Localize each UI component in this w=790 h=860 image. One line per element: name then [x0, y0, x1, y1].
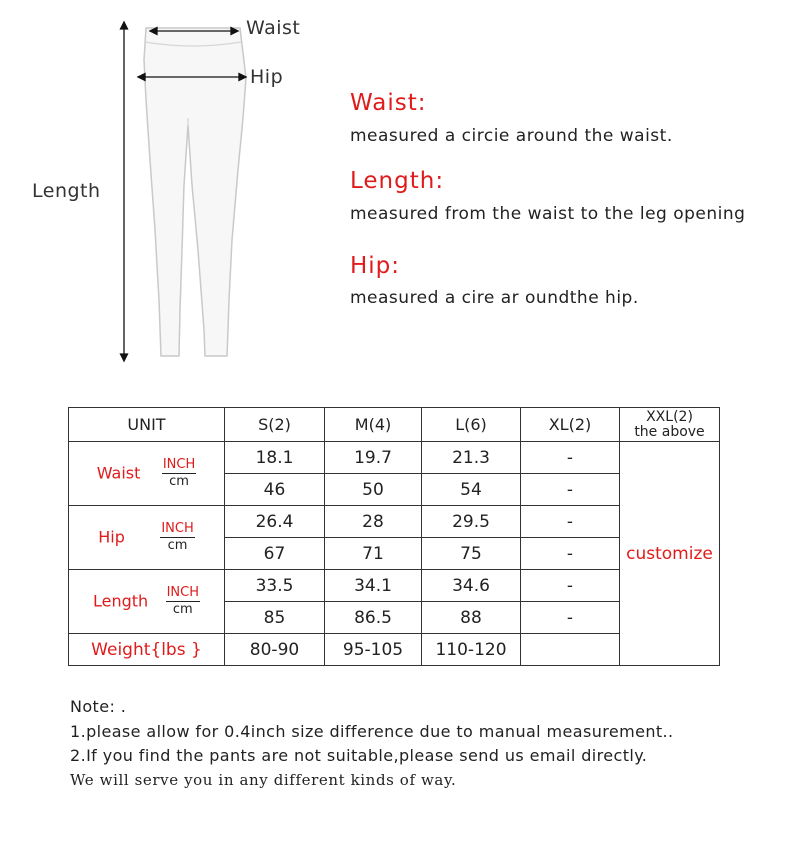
table-cell: 88 — [422, 602, 521, 634]
table-cell: 33.5 — [225, 570, 325, 602]
table-cell: 67 — [225, 538, 325, 570]
header-xxl-line1: XXL(2) — [646, 408, 693, 425]
definition-length-text: measured from the waist to the leg opening — [350, 204, 746, 224]
table-header-row — [69, 408, 720, 442]
table-cell: - — [521, 570, 620, 602]
waist-label: Waist — [96, 463, 141, 483]
table-cell: 19.7 — [325, 442, 422, 474]
header-size-xxl — [620, 408, 720, 442]
unit-indicator — [162, 457, 196, 490]
unit-indicator — [166, 585, 200, 618]
table-cell: 34.6 — [422, 570, 521, 602]
table-cell — [521, 634, 620, 666]
definition-length-term: Length: — [350, 168, 445, 194]
table-cell: 46 — [225, 474, 325, 506]
table-cell: 86.5 — [325, 602, 422, 634]
table-cell: 28 — [325, 506, 422, 538]
table-cell: 50 — [325, 474, 422, 506]
note-line-2: 2.If you find the pants are not suitable,please send us email directly. — [70, 746, 648, 765]
unit-inch: INCH — [161, 521, 194, 536]
definition-hip-text: measured a cire ar oundthe hip. — [350, 288, 639, 308]
unit-cm: cm — [169, 474, 189, 489]
weight-label: Weight{lbs } — [69, 634, 225, 666]
size-chart-table — [68, 407, 720, 666]
header-size-l: L(6) — [422, 408, 521, 442]
note-title: Note: . — [70, 697, 127, 716]
figure-label-length: Length — [32, 180, 101, 202]
note-line-1: 1.please allow for 0.4inch size difference due to manual measurement.. — [70, 722, 674, 741]
length-arrow — [121, 22, 128, 361]
hip-label: Hip — [98, 527, 125, 547]
length-label: Length — [92, 591, 149, 611]
unit-inch: INCH — [166, 585, 199, 600]
header-size-s: S(2) — [225, 408, 325, 442]
row-label-hip — [69, 506, 225, 570]
definition-waist-text: measured a circie around the waist. — [350, 126, 673, 146]
table-cell: - — [521, 602, 620, 634]
table-cell: 95-105 — [325, 634, 422, 666]
table-cell: 21.3 — [422, 442, 521, 474]
figure-label-hip: Hip — [250, 66, 284, 88]
table-cell: - — [521, 506, 620, 538]
table-cell: 54 — [422, 474, 521, 506]
table-cell: 29.5 — [422, 506, 521, 538]
table-cell: 75 — [422, 538, 521, 570]
table-cell: 85 — [225, 602, 325, 634]
table-cell: 26.4 — [225, 506, 325, 538]
customize-cell: customize — [620, 442, 720, 666]
definition-hip-term: Hip: — [350, 253, 401, 279]
header-size-xl: XL(2) — [521, 408, 620, 442]
row-label-length — [69, 570, 225, 634]
unit-cm: cm — [172, 602, 193, 617]
table-row — [69, 442, 720, 474]
unit-indicator — [160, 521, 194, 554]
definition-waist-term: Waist: — [350, 90, 427, 116]
header-unit: UNIT — [69, 408, 225, 442]
table-cell: - — [521, 538, 620, 570]
unit-inch: INCH — [162, 457, 196, 472]
unit-cm: cm — [167, 538, 188, 553]
figure-label-waist: Waist — [246, 17, 301, 39]
table-cell: - — [521, 474, 620, 506]
header-xxl-line2: the above — [634, 423, 705, 440]
table-cell: 71 — [325, 538, 422, 570]
table-cell: 34.1 — [325, 570, 422, 602]
note-line-3: We will serve you in any different kinds of way. — [70, 771, 457, 789]
table-cell: - — [521, 442, 620, 474]
table-cell: 110-120 — [422, 634, 521, 666]
table-cell: 80-90 — [225, 634, 325, 666]
row-label-waist — [69, 442, 225, 506]
header-size-m: M(4) — [325, 408, 422, 442]
table-cell: 18.1 — [225, 442, 325, 474]
